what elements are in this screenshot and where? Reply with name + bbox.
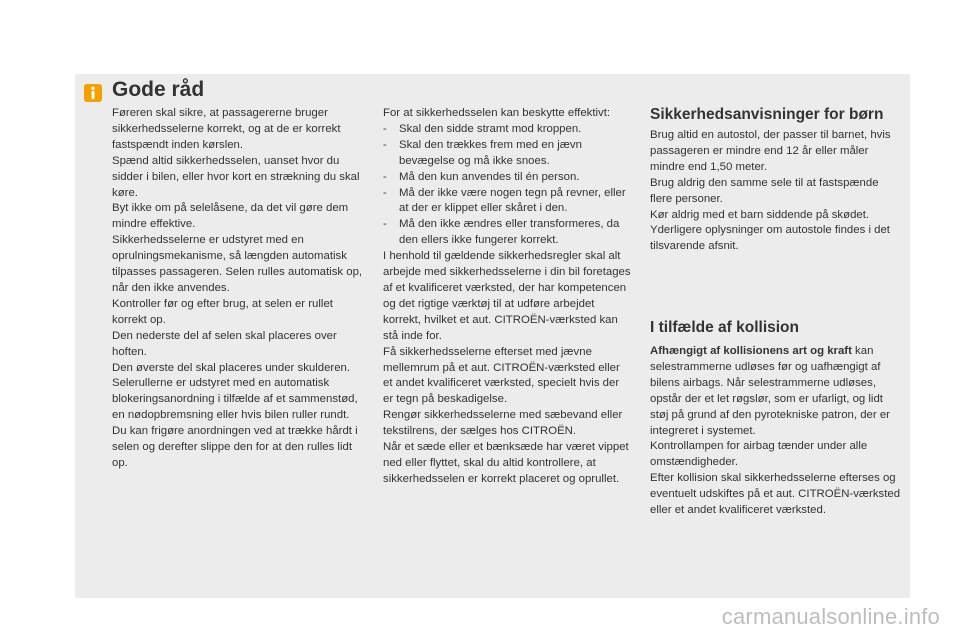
children-paragraph: Brug altid en autostol, der passer til barnet, hvis passageren er mindre end 12 år eller måler mindre end 1,50 meter. [650, 129, 891, 173]
advice-paragraph: Spænd altid sikkerhedsselen, uanset hvor du sidder i bilen, eller hvor kort en strækning du skal køre. [112, 154, 360, 199]
advice-paragraph: Føreren skal sikre, at passagererne bruger sikkerhedsselerne korrekt, og at de er korrekt fastspændt inden kørslen. [112, 107, 341, 151]
collision-paragraph: Kontrollampen for airbag tænder under alle omstændigheder. [650, 440, 868, 469]
seatbelt-advice-column [112, 106, 364, 472]
protection-item: - Skal den sidde stramt mod kroppen. [383, 122, 631, 138]
watermark: carmanualsonline.info [721, 604, 940, 629]
advice-paragraph: Byt ikke om på selelåsene, da det vil gøre dem mindre effektive. [112, 202, 349, 231]
maintenance-text [383, 249, 631, 488]
maintenance-paragraph: Rengør sikkerhedsselerne med sæbevand eller tekstilrens, der sælges hos CITROËN. [383, 409, 623, 438]
children-text [650, 128, 902, 255]
collision-lead-rest: kan selestrammerne udløses før og uafhængigt af bilens airbags. Når selestrammerne udløses, opstår der et let røgslør, som er ufarligt, og lidt støj på grund af den pyrotekniske patron, der er integreret i systemet. [650, 345, 890, 437]
protection-item: - Må den ikke ændres eller transformeres, da den ellers ikke fungerer korrekt. [383, 217, 631, 249]
protection-intro: For at sikkerhedsselen kan beskytte effektivt: [383, 107, 611, 119]
advice-paragraph: Sikkerhedsselerne er udstyret med en oprulningsmekanisme, så længden automatisk tilpasses passageren. Selen rulles automatisk op, når den ikke anvendes. [112, 234, 363, 294]
children-paragraph: Brug aldrig den samme sele til at fastspænde flere personer. [650, 176, 879, 205]
advice-paragraph: Den nederste del af selen skal placeres over hoften. [112, 329, 337, 358]
advice-paragraph: Kontroller før og efter brug, at selen er rullet korrekt op. [112, 297, 333, 326]
advice-paragraph: Den øverste del skal placeres under skulderen. [112, 361, 351, 374]
protection-item: - Skal den trækkes frem med en jævn bevægelse og må ikke snoes. [383, 138, 631, 170]
collision-paragraph: Efter kollision skal sikkerhedsselerne efterses og eventuelt udskiftes på et aut. CITROËN-værksted eller et andet kvalificeret værksted. [650, 472, 901, 517]
protection-item: - Må den kun anvendes til én person. [383, 170, 631, 186]
collision-text [650, 344, 902, 519]
children-paragraph: Kør aldrig med et barn siddende på skødet. [650, 208, 870, 221]
collision-lead-bold: Afhængigt af kollisionens art og kraft [650, 345, 852, 357]
seatbelt-protection-column [383, 106, 631, 488]
advice-paragraph: Selerullerne er udstyret med en automatisk blokeringsanordning i tilfælde af et sammenstød, en nødopbremsning eller hvis bilen ruller rundt. Du kan frigøre anordningen ved at trække hårdt i selen og derefter slippe den for at den rulles lidt op. [112, 377, 358, 469]
maintenance-paragraph: Få sikkerhedsselerne efterset med jævne mellemrum på et aut. CITROËN-værksted eller et andet kvalificeret værksted, specielt hvis der er tegn på beskadigelse. [383, 345, 620, 406]
maintenance-paragraph: Når et sæde eller et bænksæde har været vippet ned eller flyttet, skal du altid kontrollere, at sikkerhedsselen er korrekt placeret og oprullet. [383, 441, 629, 485]
collision-heading: I tilfælde af kollision [650, 319, 799, 336]
children-heading: Sikkerhedsanvisninger for børn [650, 106, 884, 123]
children-paragraph: Yderligere oplysninger om autostole findes i det tilsvarende afsnit. [650, 224, 890, 253]
info-icon [84, 84, 102, 102]
maintenance-paragraph: I henhold til gældende sikkerhedsregler skal alt arbejde med sikkerhedsselerne i din bil foretages af et kvalificeret værksted, der har kompetencen og det rigtige værktøj til at udføre arbejdet korrekt, hvilket et aut. CITROËN-værksted kan stå inde for. [383, 250, 631, 342]
protection-list [383, 122, 631, 249]
collision-lead [650, 344, 902, 439]
protection-item: - Må der ikke være nogen tegn på revner, eller at der er klippet eller skåret i den. [383, 186, 631, 218]
page-title: Gode råd [112, 78, 205, 101]
collision-paragraphs [650, 439, 902, 519]
